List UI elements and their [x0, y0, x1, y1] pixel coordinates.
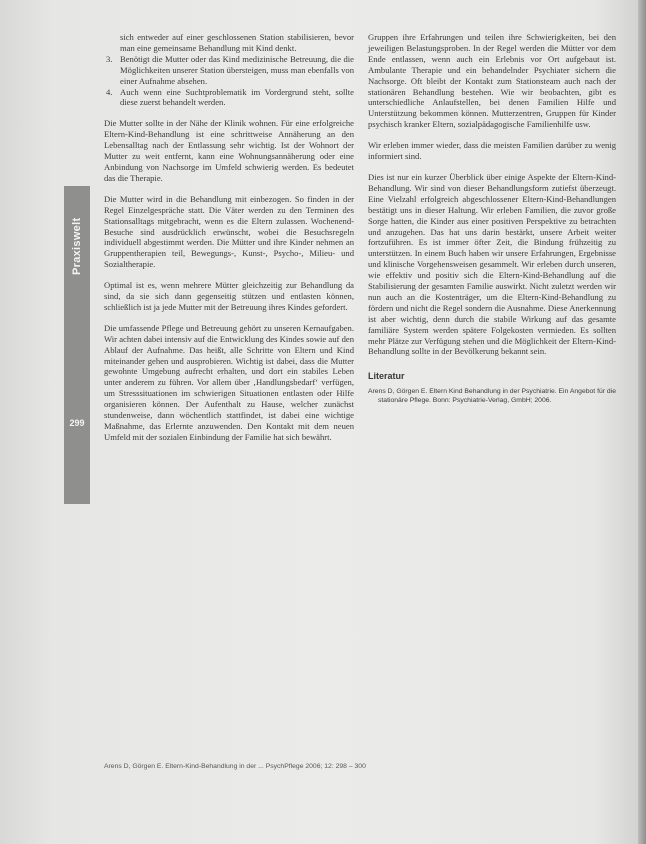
numbered-list — [104, 32, 354, 108]
paragraph: Wir erleben immer wieder, dass die meisten Familien darüber zu wenig informiert sind. — [368, 140, 616, 162]
right-column — [368, 32, 616, 405]
paragraph: Die Mutter wird in die Behandlung mit einbezogen. So finden in der Regel Einzelgespräche statt. Die Väter werden zu den Terminen des Stationsalltags mitgebracht, wenn es die Eltern zulassen. Wochenend-Besuche sind ausdrücklich erwünscht, wobei die Besuchsregeln individuell abgestimmt werden. Die Mütter und ihre Kinder nehmen an Gruppentherapien teil, Bewegungs-, Kunst-, Psycho-, Milieu- und Sozialtherapie. — [104, 193, 354, 270]
list-number: 3. — [106, 53, 113, 64]
list-text: Auch wenn eine Suchtproblematik im Vordergrund steht, sollte diese zuerst behandelt werden. — [120, 86, 354, 108]
paragraph: Optimal ist es, wenn mehrere Mütter gleichzeitig zur Behandlung da sind, da sie sich dann gegenseitig stützen und entlasten können, schließlich ist ja jede Mutter mit der Betreuung ihres Kindes gefordert. — [104, 280, 354, 312]
literature-heading: Literatur — [368, 371, 405, 382]
paragraph: Die umfassende Pflege und Betreuung gehört zu unseren Kernaufgaben. Wir achten dabei intensiv auf die Entwicklung des Kindes sowie auf den Ablauf der Aufnahme. Das heißt, alle Schritte von Eltern und Kind miteinander gehen und ausprobieren. Wichtig ist dabei, dass die Mutter gewohnte Umgebung aufrecht erhalten, und dort ein stabiles Leben unter anderem zu führen. Vor allem über ‚Handlungsbedarf‘ verfügen, um Stresssituationen im schwierigen Situationen entlasten oder Hilfe organisieren können. Der Aufenthalt zu Hause, welcher zunächst stundenweise, dann wöchentlich stattfindet, ist dabei eine wichtige Maßnahme, das Erlernte anzuwenden. Den Kontakt mit dem neuen Umfeld mit der sozialen Einbindung der Familie hat sich bewährt. — [104, 322, 354, 442]
paragraph: Die Mutter sollte in der Nähe der Klinik wohnen. Für eine erfolgreiche Eltern-Kind-Behandlung ist eine schrittweise Annäherung an den Lebensalltag nach der Entlassung sehr wichtig. Ist der Wohnort der Mutter zu weit entfernt, kann eine Wohnungsannäherung oder eine Anbindung von Nachsorge im Umfeld schwierig werden. Es bedeutet das die Therapie. — [104, 118, 354, 183]
list-number: 4. — [106, 86, 113, 97]
section-tab-label: Praxiswelt — [71, 217, 83, 275]
reference-entry: Arens D, Görgen E. Eltern Kind Behandlung in der Psychiatrie. Ein Angebot für die stationäre Pflege. Bonn: Psychiatrie-Verlag, GmbH; 2006. — [368, 388, 616, 404]
footer-citation: Arens D, Görgen E. Eltern-Kind-Behandlung in der ... PsychPflege 2006; 12: 298 – 300 — [104, 763, 366, 770]
list-item — [104, 54, 354, 87]
list-text: Benötigt die Mutter oder das Kind medizinische Betreuung, die die Möglichkeiten unserer Station übersteigen, muss man ebenfalls von einer Aufnahme absehen. — [120, 53, 354, 86]
list-item-continuation: sich entweder auf einer geschlossenen Station stabilisieren, bevor man eine gemeinsame Behandlung mit Kind denkt. — [120, 32, 354, 53]
paragraph: Gruppen ihre Erfahrungen und teilen ihre Schwierigkeiten, bei den jeweiligen Belastungsproben. In der Regel werden die Mütter vor dem Ende entlassen, wenn auch ein Erlebnis vor Ort aufgebaut ist. Ambulante Therapie und ein behandelnder Psychiater sichern die Nachsorge. Oft bleibt der Kontakt zum Stationsteam auch nach der stationären Behandlung bestehen. Wie wir beobachten, gibt es unterschiedliche Anlaufstellen, bei denen Familien Hilfe und Unterstützung bekommen können. Mutterzentren, Gruppen für Kinder psychisch kranker Eltern, sozialpädagogische Familienhilfe usw. — [368, 32, 616, 130]
page-edge-shadow — [638, 0, 646, 844]
page-number: 299 — [69, 418, 85, 428]
left-column — [104, 32, 354, 453]
paragraph: Dies ist nur ein kurzer Überblick über einige Aspekte der Eltern-Kind-Behandlung. Wir sind von dieser Behandlungsform zutiefst überzeugt. Eine Vielzahl erfolgreich abgeschlossener Eltern-Kind-Behandlungen bestätigt uns in dieser Haltung. Wir erleben Familien, die zuvor große Sorge hatten, die Kinder aus einer positiven Perspektive zu betrachten und anzugehen. Das hat uns darin bestärkt, unsere Arbeit weiter fortzuführen. Es ist immer öfter Zeit, die Bindung frühzeitig zu unterstützen. In einem Buch haben wir unsere Erfahrungen, Ergebnisse und klinische Vorgehensweisen gesammelt. Wir erleben durch unseren, wie effektiv und positiv sich die Eltern-Kind-Behandlung auf die Stabilisierung der gesamten Familie auswirkt. Nicht zuletzt werden wir nun auch an die Kostenträger, um die Eltern-Kind-Behandlung zu fördern und nicht die Regel sondern die Ausnahme. Diese Anerkennung ist aber wichtig, denn durch die stabile Wirkung auf das gesamte familiäre System werden spätere Folgekosten vermieden. Es sollten mehr Plätze zur Verfügung stehen und die Möglichkeit der Eltern-Kind-Behandlung sollte in der Bevölkerung bekannt sein. — [368, 171, 616, 357]
list-item — [104, 87, 354, 109]
